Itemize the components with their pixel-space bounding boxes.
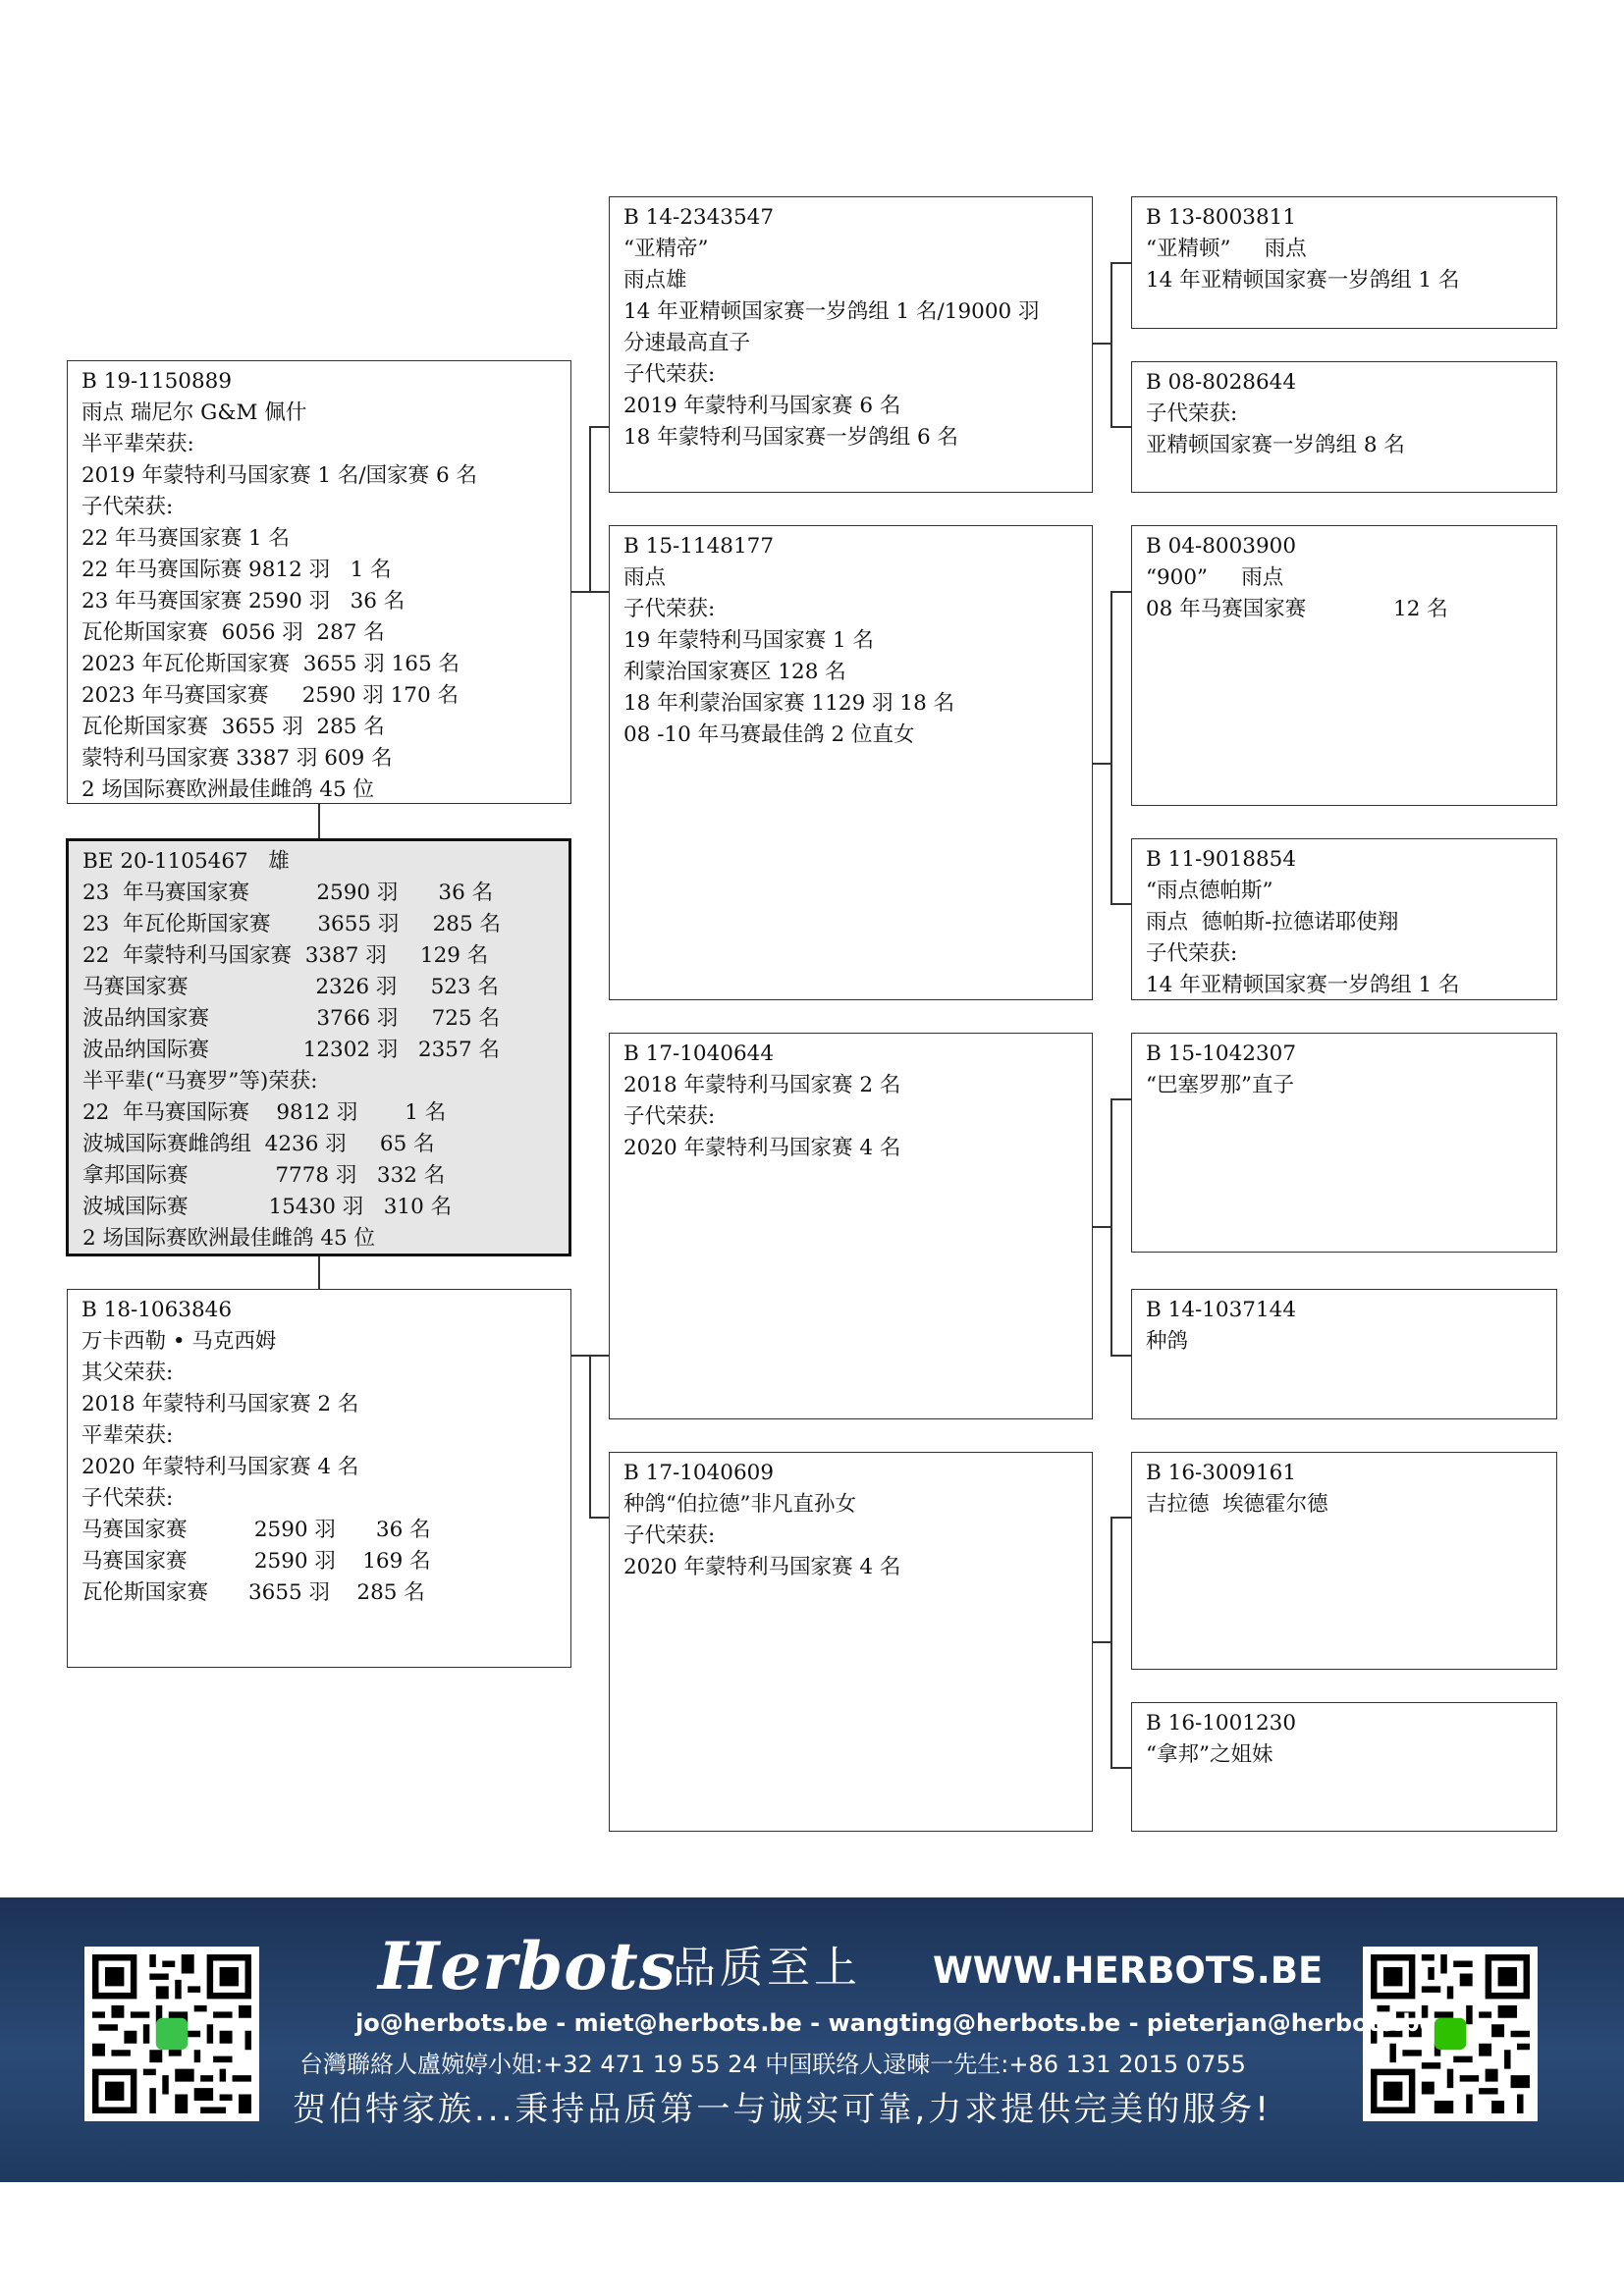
record-line: 22 年蒙特利马国家赛 3387 羽 129 名: [82, 943, 489, 968]
connector-sire-to-sd: [589, 591, 609, 593]
connector-subject-sire: [318, 804, 320, 838]
record-line: 波城国际赛雌鸽组 4236 羽 65 名: [82, 1132, 435, 1156]
record-line: 利蒙治国家赛区 128 名: [623, 660, 846, 684]
dam-sire-card: [609, 1033, 1093, 1419]
record-line: 子代荣获:: [623, 597, 716, 621]
connector-sire-out: [571, 591, 590, 593]
connector-sd-to-sds: [1110, 591, 1131, 593]
record-line: 蒙特利马国家赛 3387 羽 609 名: [81, 746, 393, 771]
record-line: 雨点 德帕斯-拉德诺耶使翔: [1146, 910, 1399, 934]
record-line: 马赛国家赛 2326 羽 523 名: [82, 975, 499, 999]
record-line: 雨点 瑞尼尔 G&M 佩什: [81, 400, 307, 425]
record-line: “亚精顿” 雨点: [1146, 237, 1307, 261]
connector-dam-out: [571, 1355, 590, 1357]
record-line: 08 -10 年马赛最佳鸽 2 位直女: [623, 722, 915, 747]
connector-dd-to-dds: [1110, 1517, 1131, 1519]
record-line: 半平辈荣获:: [81, 432, 194, 456]
record-line: 22 年马赛国际赛 9812 羽 1 名: [81, 558, 392, 582]
subject-pigeon-card: [66, 838, 571, 1256]
website-link[interactable]: WWW.HERBOTS.BE: [933, 1949, 1324, 1992]
ring-number: B 04-8003900: [1146, 534, 1297, 559]
connector-dd-vertical: [1110, 1517, 1112, 1768]
ring-number: B 11-9018854: [1146, 847, 1297, 872]
record-line: 2020 年蒙特利马国家赛 4 名: [81, 1455, 359, 1479]
record-line: 半平辈(“马赛罗”等)荣获:: [82, 1069, 318, 1094]
dam-sire-dam-card: [1131, 1289, 1557, 1419]
record-line: 马赛国家赛 2590 羽 169 名: [81, 1549, 431, 1574]
record-line: 瓦伦斯国家赛 6056 羽 287 名: [81, 620, 385, 645]
qr-code-left[interactable]: [84, 1947, 259, 2121]
ring-number: B 14-2343547: [623, 205, 775, 230]
ring-number: B 17-1040644: [623, 1041, 775, 1066]
dam-dam-sire-card: [1131, 1452, 1557, 1670]
record-line: “巴塞罗那”直子: [1146, 1073, 1294, 1097]
record-line: 子代荣获:: [1146, 941, 1238, 966]
record-line: 22 年马赛国家赛 1 名: [81, 526, 291, 551]
ring-number: B 08-8028644: [1146, 370, 1297, 395]
sire-sire-dam-card: [1131, 361, 1557, 493]
record-line: 瓦伦斯国家赛 3655 羽 285 名: [81, 1580, 425, 1605]
record-line: 波品纳国家赛 3766 羽 725 名: [82, 1006, 500, 1031]
connector-ss-to-ssd: [1110, 426, 1131, 428]
ring-number: B 19-1150889: [81, 369, 233, 394]
ring-number: B 17-1040609: [623, 1461, 775, 1485]
record-line: 分速最高直子: [623, 331, 751, 355]
connector-ds-to-dss: [1110, 1098, 1131, 1100]
record-line: 种鸽: [1146, 1329, 1189, 1354]
connector-dam-to-dd: [589, 1517, 609, 1519]
record-line: 子代荣获:: [81, 495, 174, 519]
brand-row: [378, 1927, 1324, 2005]
ring-number: B 13-8003811: [1146, 205, 1297, 230]
record-line: 2020 年蒙特利马国家赛 4 名: [623, 1136, 901, 1160]
record-line: 亚精顿国家赛一岁鸽组 8 名: [1146, 433, 1405, 457]
ring-number: B 18-1063846: [81, 1298, 233, 1322]
record-line: 22 年马赛国际赛 9812 羽 1 名: [82, 1100, 447, 1125]
connector-dd-to-ddd: [1110, 1767, 1131, 1769]
connector-ss-to-sss: [1110, 262, 1131, 264]
connector-dam-vertical: [589, 1355, 591, 1518]
record-line: 拿邦国际赛 7778 羽 332 名: [82, 1163, 446, 1188]
record-line: 2019 年蒙特利马国家赛 1 名/国家赛 6 名: [81, 463, 477, 488]
record-line: 波城国际赛 15430 羽 310 名: [82, 1195, 453, 1219]
connector-ds-out: [1093, 1226, 1111, 1228]
ring-number: B 15-1042307: [1146, 1041, 1297, 1066]
ring-number: B 16-1001230: [1146, 1711, 1297, 1735]
record-line: 23 年马赛国家赛 2590 羽 36 名: [81, 589, 406, 614]
record-line: 子代荣获:: [81, 1486, 174, 1511]
record-line: 18 年利蒙治国家赛 1129 羽 18 名: [623, 691, 955, 716]
sire-card: [67, 360, 571, 804]
record-line: “900” 雨点: [1146, 565, 1284, 590]
record-line: “雨点德帕斯”: [1146, 879, 1273, 903]
record-line: 2018 年蒙特利马国家赛 2 名: [623, 1073, 901, 1097]
record-line: 2 场国际赛欧洲最佳雌鸽 45 位: [82, 1226, 376, 1251]
connector-dam-to-ds: [589, 1355, 609, 1357]
record-line: 马赛国家赛 2590 羽 36 名: [81, 1518, 431, 1542]
connector-subject-dam: [318, 1256, 320, 1289]
record-line: 2023 年瓦伦斯国家赛 3655 羽 165 名: [81, 652, 460, 676]
record-line: 2023 年马赛国家赛 2590 羽 170 名: [81, 683, 459, 708]
sire-dam-card: [609, 525, 1093, 1000]
record-line: “拿邦”之姐妹: [1146, 1742, 1273, 1767]
connector-sd-to-sdd: [1110, 903, 1131, 905]
record-line: 2019 年蒙特利马国家赛 6 名: [623, 394, 901, 418]
sire-sire-sire-card: [1131, 196, 1557, 329]
record-line: 万卡西勒 • 马克西姆: [81, 1329, 277, 1354]
record-line: “亚精帝”: [623, 237, 709, 261]
record-line: 子代荣获:: [623, 362, 716, 387]
record-line: 吉拉德 埃德霍尔德: [1146, 1492, 1328, 1517]
record-line: 平辈荣获:: [81, 1423, 174, 1448]
ring-number: B 16-3009161: [1146, 1461, 1297, 1485]
connector-sd-vertical: [1110, 591, 1112, 905]
dam-card: [67, 1289, 571, 1668]
connector-ds-to-dsd: [1110, 1355, 1131, 1357]
record-line: 雨点雄: [623, 268, 687, 293]
record-line: 其父荣获:: [81, 1361, 174, 1385]
record-line: 2018 年蒙特利马国家赛 2 名: [81, 1392, 359, 1416]
email-list[interactable]: jo@herbots.be - miet@herbots.be - wangting@herbots.be - pieterjan@herbots.be: [355, 2009, 1435, 2037]
connector-dd-out: [1093, 1641, 1111, 1643]
dam-sire-sire-card: [1131, 1033, 1557, 1253]
record-line: 08 年马赛国家赛 12 名: [1146, 597, 1448, 621]
dam-dam-dam-card: [1131, 1702, 1557, 1832]
record-line: 18 年蒙特利马国家赛一岁鸽组 6 名: [623, 425, 959, 450]
record-line: 瓦伦斯国家赛 3655 羽 285 名: [81, 715, 385, 739]
ring-number: B 14-1037144: [1146, 1298, 1297, 1322]
herbots-logo: Herbots: [378, 1928, 677, 2004]
sire-dam-dam-card: [1131, 838, 1557, 1000]
ring-number: B 15-1148177: [623, 534, 775, 559]
connector-ss-vertical: [1110, 262, 1112, 427]
record-line: 子代荣获:: [623, 1104, 716, 1129]
record-line: 19 年蒙特利马国家赛 1 名: [623, 628, 875, 653]
connector-sire-vertical: [589, 426, 591, 593]
ring-number: BE 20-1105467 雄: [82, 849, 290, 874]
record-line: 子代荣获:: [1146, 401, 1238, 426]
record-line: 14 年亚精顿国家赛一岁鸽组 1 名: [1146, 973, 1460, 997]
connector-ds-vertical: [1110, 1098, 1112, 1356]
record-line: 2020 年蒙特利马国家赛 4 名: [623, 1555, 901, 1579]
connector-sire-to-ss: [589, 426, 609, 428]
record-line: 子代荣获:: [623, 1523, 716, 1548]
footer-banner: [0, 1897, 1624, 2182]
sire-sire-card: [609, 196, 1093, 493]
contact-numbers: 台灣聯絡人盧婉婷小姐:+32 471 19 55 24 中国联络人逯暕一先生:+86 131 2015 0755: [299, 2051, 1246, 2078]
slogan: 品质至上: [673, 1943, 861, 1993]
record-line: 14 年亚精顿国家赛一岁鸽组 1 名/19000 羽: [623, 299, 1040, 324]
family-motto: 贺伯特家族...秉持品质第一与诚实可靠,力求提供完美的服务!: [293, 2090, 1272, 2129]
record-line: 2 场国际赛欧洲最佳雌鸽 45 位: [81, 777, 375, 802]
record-line: 23 年瓦伦斯国家赛 3655 羽 285 名: [82, 912, 501, 936]
dam-dam-card: [609, 1452, 1093, 1832]
record-line: 14 年亚精顿国家赛一岁鸽组 1 名: [1146, 268, 1460, 293]
qr-code-icon: [92, 1954, 251, 2113]
connector-sd-out: [1093, 763, 1111, 765]
record-line: 种鸽“伯拉德”非凡直孙女: [623, 1492, 856, 1517]
record-line: 23 年马赛国家赛 2590 羽 36 名: [82, 881, 494, 905]
record-line: 波品纳国际赛 12302 羽 2357 名: [82, 1038, 500, 1062]
connector-ss-out: [1093, 343, 1111, 345]
sire-dam-sire-card: [1131, 525, 1557, 806]
record-line: 雨点: [623, 565, 667, 590]
